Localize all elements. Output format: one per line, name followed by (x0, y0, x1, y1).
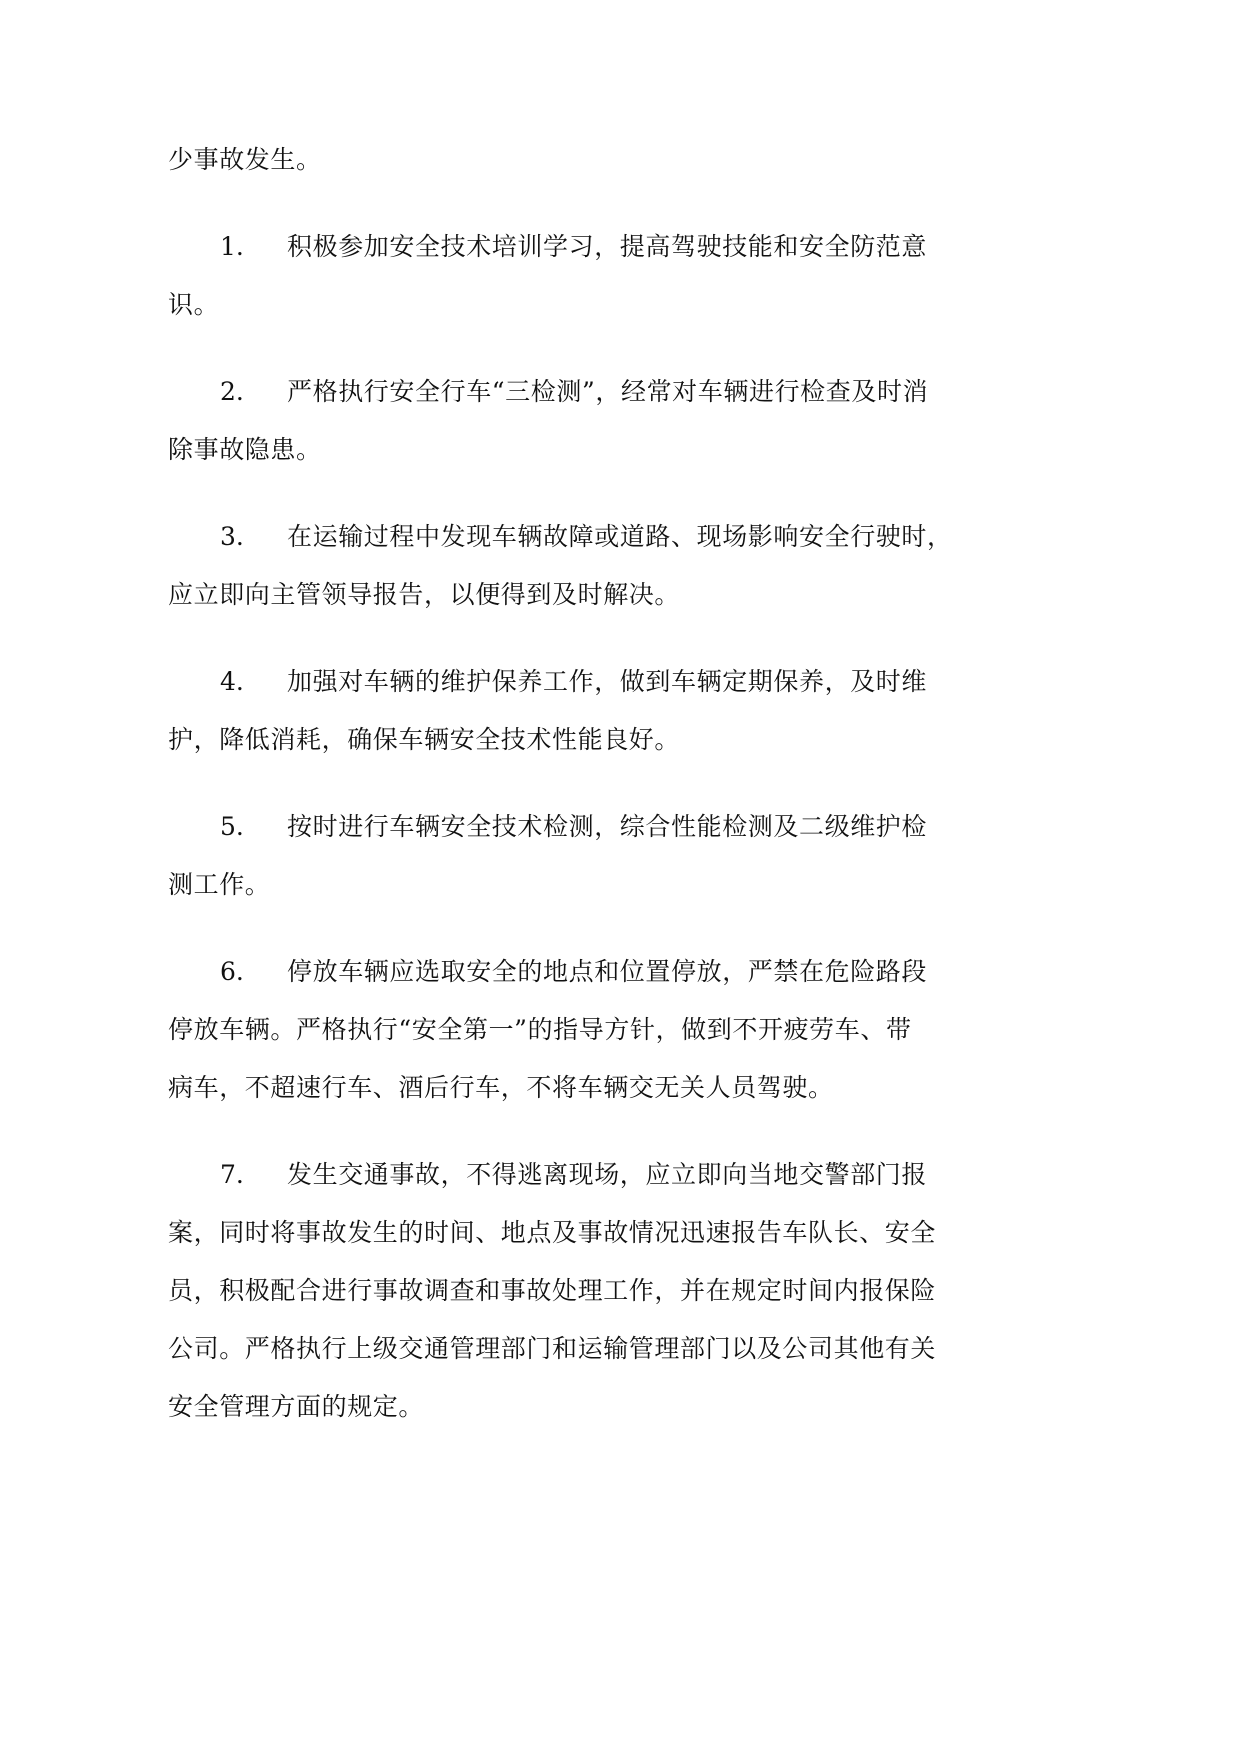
list-item-text-line: 病车，不超速行车、酒后行车，不将车辆交无关人员驾驶。 (168, 1073, 834, 1102)
list-item-number: 5. (220, 812, 244, 841)
list-item-text-line: 加强对车辆的维护保养工作，做到车辆定期保养，及时维 (287, 667, 928, 696)
list-item-number: 1. (220, 232, 244, 261)
list-item-number: 7. (220, 1160, 244, 1189)
list-item-text-line: 停放车辆。严格执行“安全第一”的指导方针，做到不开疲劳车、带 (168, 1015, 912, 1044)
intro-text-line: 少事故发生。 (168, 145, 322, 174)
list-item-text-line: 按时进行车辆安全技术检测，综合性能检测及二级维护检 (287, 812, 928, 841)
list-item-text-line: 测工作。 (168, 870, 271, 899)
list-item-number: 4. (220, 667, 244, 696)
list-item-text-line: 识。 (168, 290, 220, 319)
list-item-text-line: 发生交通事故，不得逃离现场，应立即向当地交警部门报 (287, 1160, 928, 1189)
list-item-text-line: 员，积极配合进行事故调查和事故处理工作，并在规定时间内报保险 (168, 1276, 937, 1305)
list-item-text-line: 应立即向主管领导报告，以便得到及时解决。 (168, 580, 681, 609)
list-item-text-line: 停放车辆应选取安全的地点和位置停放，严禁在危险路段 (287, 957, 928, 986)
list-item-text-line: 严格执行安全行车“三检测”，经常对车辆进行检查及时消 (287, 377, 929, 406)
list-item-number: 6. (220, 957, 244, 986)
list-item-number: 3. (220, 522, 244, 551)
list-item-number: 2. (220, 377, 244, 406)
list-item-text-line: 在运输过程中发现车辆故障或道路、现场影响安全行驶时， (287, 522, 953, 551)
list-item-text-line: 护，降低消耗，确保车辆安全技术性能良好。 (168, 725, 681, 754)
list-item-text-line: 安全管理方面的规定。 (168, 1392, 425, 1421)
list-item-text-line: 积极参加安全技术培训学习，提高驾驶技能和安全防范意 (287, 232, 928, 261)
list-item-text-line: 公司。严格执行上级交通管理部门和运输管理部门以及公司其他有关 (168, 1334, 937, 1363)
list-item-text-line: 除事故隐患。 (168, 435, 322, 464)
list-item-text-line: 案，同时将事故发生的时间、地点及事故情况迅速报告车队长、安全 (168, 1218, 937, 1247)
